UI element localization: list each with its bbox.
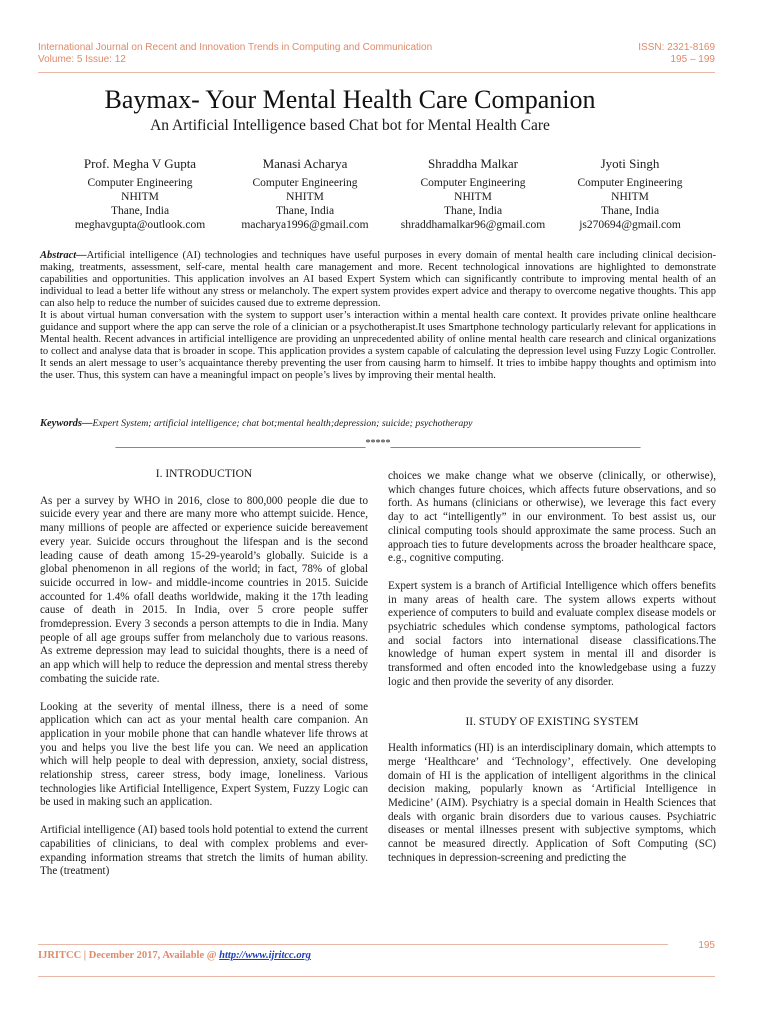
right-column	[388, 470, 716, 880]
abstract-label: Abstract—	[40, 250, 87, 261]
paper-subtitle: An Artificial Intelligence based Chat bot for Mental Health Care	[150, 117, 550, 134]
left-column	[40, 468, 368, 893]
header-rule	[38, 72, 715, 73]
body-paragraph: Health informatics (HI) is an interdisciplinary domain, which attempts to merge ‘Healthcare’ and ‘Technology’, effectively. One developing domain of HI is the application of intelligent algorithms in the clinical decision making, popularly known as ‘Artificial Intelligence in Medicine’ (AIM). Psychiatry is a special domain in Health Sciences that deals with organic brain disorders due to various causes. Psychiatric diseases or mental illnesses present with subjective symptoms, which cannot be measured directly. Application of Soft Computing (SC) techniques in depression-screening and predicting the	[388, 742, 716, 864]
author-email[interactable]: shraddhamalkar96@gmail.com	[400, 219, 546, 231]
paper-title: Baymax- Your Mental Health Care Companion	[104, 85, 596, 114]
author-dept: Computer Engineering	[577, 177, 683, 189]
author-email[interactable]: macharya1996@gmail.com	[241, 219, 369, 231]
journal-pages: 195 – 199	[670, 54, 715, 65]
author-inst: NHITM	[121, 191, 159, 203]
author-name: Jyoti Singh	[600, 156, 660, 171]
footer-bottom-rule	[38, 976, 715, 977]
abstract	[40, 250, 716, 382]
section-heading: II. STUDY OF EXISTING SYSTEM	[465, 715, 639, 728]
abstract-paragraph: It is about virtual human conversation with the system to support user’s interaction within a mental health care context. It provides private online healthcare guidance and support where the app can serve the role of a clinician or a psychotherapist.It uses Smartphone technology particularly relevant for applications in Mental health. Recent advances in artificial intelligence are providing an unprecedented ability of online mental health care research and clinical organizations to collect and analyse data that is broader in scope. This application provides a system capable of calculating the depression level using Fuzzy Logic Controller. It sends an alert message to user’s acquaintance thereby preventing the user from causing harm to himself. It tries to imbibe happy thoughts and optimism into the user. Thus, this system can have a meaningful impact on people’s lives by improving their mental health.	[40, 310, 716, 381]
section-heading: I. INTRODUCTION	[155, 468, 253, 480]
keywords-text: Expert System; artificial intelligence; chat bot;mental health;depression; suicide; psychotherapy	[92, 418, 473, 429]
body-paragraph: Expert system is a branch of Artificial Intelligence which offers benefits in many areas of health care. The system allows experts without experience of computers to build and evaluate complex disease models or psychiatric schedules which condense symptoms, pathological factors and social factors into international disease classifications.The knowledge of human expert system in mental ill and disorder is transformed and often encoded into the knowledgebase using a fuzzy logic and then provide the severity of any disorder.	[388, 579, 716, 688]
author-dept: Computer Engineering	[252, 177, 358, 189]
body-paragraph: Artificial intelligence (AI) based tools hold potential to extend the current capabilities of clinicians, to deal with complex problems and ever-expanding information streams that stretch the limits of human ability. The (treatment)	[40, 824, 368, 878]
author-block	[555, 156, 705, 232]
author-dept: Computer Engineering	[87, 177, 193, 189]
body-paragraph: Looking at the severity of mental illness, there is a need of some application which can act as your mental health care companion. An application in your mobile phone that can handle whatever life throws at you and helps you live the best life you can. We need an application which will help people to deal with depression, anxiety, social distress, relationship stress, career stress, body image, loneliness. Various technologies like Artificial Intelligence, Expert System, Fuzzy Logic can be used in making such an application.	[40, 700, 368, 809]
journal-header-left	[38, 42, 432, 66]
author-location: Thane, India	[110, 205, 170, 217]
author-location: Thane, India	[275, 205, 335, 217]
author-name: Manasi Acharya	[262, 156, 348, 171]
author-block	[60, 156, 220, 232]
journal-volume: Volume: 5 Issue: 12	[38, 54, 126, 65]
keywords	[40, 418, 716, 430]
footer-rule	[38, 944, 668, 945]
abstract-text: Artificial intelligence (AI) technologies and techniques have useful purposes in every domain of mental health care including clinical decision-making, treatments, assessment, self-care, mental health care management and more. Recent technological innovations are highlighted to demonstrate capabilities and opportunities. This application involves an AI based Expert System which can significantly contribute to improving mental health of an individual to lead a better life without any stress or melancholy. The expert system provides expert advice and therapy to overcome negative thoughts. This app can also help to reduce the number of suicides caused due to extreme depression.	[40, 250, 716, 309]
author-name: Shraddha Malkar	[428, 156, 518, 171]
author-inst: NHITM	[454, 191, 492, 203]
author-dept: Computer Engineering	[420, 177, 526, 189]
journal-header-right	[638, 42, 715, 66]
author-name: Prof. Megha V Gupta	[83, 156, 197, 171]
author-block	[225, 156, 385, 232]
author-email[interactable]: js270694@gmail.com	[579, 219, 681, 231]
author-location: Thane, India	[600, 205, 660, 217]
author-inst: NHITM	[286, 191, 324, 203]
keywords-label: Keywords—	[40, 418, 93, 429]
body-paragraph: choices we make change what we observe (clinically, or otherwise), which changes future choices, which affects future observations, and so forth. As humans (clinicians or otherwise), we leverage this fact every day to act “intelligently” in our environment. To best assist us, our clinical computing tools should approximate the same process. Such an approach ties to future developments across the broader healthcare space, e.g., cognitive computing.	[388, 470, 716, 565]
footer	[38, 950, 311, 961]
footer-link[interactable]: http://www.ijritcc.org	[219, 950, 311, 961]
section-divider: __________________________________________________*****__________________________________________________	[115, 438, 641, 449]
page-number: 195	[698, 940, 715, 951]
journal-issn: ISSN: 2321-8169	[638, 42, 715, 53]
footer-text: IJRITCC | December 2017, Available @	[38, 950, 220, 961]
author-email[interactable]: meghavgupta@outlook.com	[74, 219, 206, 231]
author-block	[383, 156, 563, 232]
journal-name: International Journal on Recent and Innovation Trends in Computing and Communication	[38, 42, 433, 53]
author-inst: NHITM	[611, 191, 649, 203]
author-location: Thane, India	[443, 205, 503, 217]
body-paragraph: As per a survey by WHO in 2016, close to 800,000 people die due to suicide every year and there are many more who attempt suicide. Hence, many millions of people are affected or experience suicide bereavement every year. Suicide occurs throughout the lifespan and is the second leading cause of death among 15-29-yearold’s globally. Suicide is a global phenomenon in all regions of the world; in fact, 78% of global suicide occurred in low- and middle-income countries in 2015. Suicide accounted for 1.4% ofall deaths worldwide, making it the 17th leading cause of death in 2015. In India, over 5 crore people suffer fromdepression. Every 3 seconds a person attempts to die in India. Many people of all age groups suffer from melancholy due to various reasons. As extreme depression may lead to suicidal thoughts, there is a need of an app which will help to reduce the depression and mental stress thereby combating the suicide rate.	[40, 494, 368, 685]
abstract-paragraph	[40, 250, 716, 310]
